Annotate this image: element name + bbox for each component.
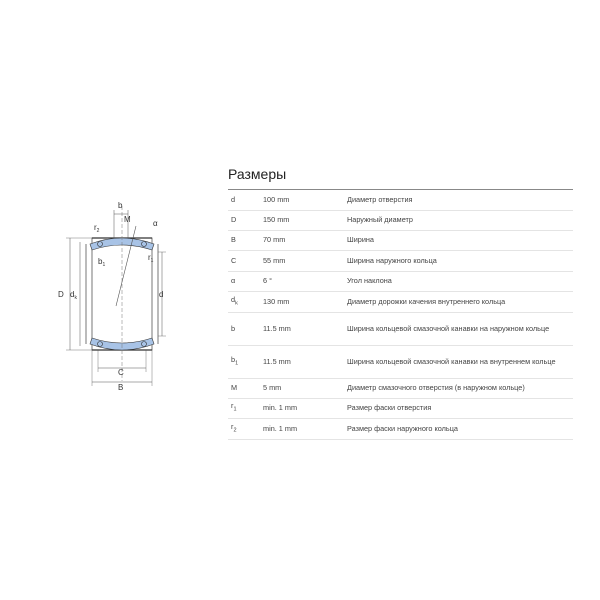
label-dk: $d_k$ bbox=[70, 290, 77, 301]
bearing-drawing bbox=[52, 196, 172, 396]
dimension-description: Ширина bbox=[347, 230, 573, 250]
dimension-row bbox=[228, 418, 573, 439]
label-M: M bbox=[124, 215, 131, 224]
symbol-subscript: 1 bbox=[235, 360, 239, 367]
label-r1: $r_1$ bbox=[148, 253, 154, 264]
symbol-text: C bbox=[231, 255, 237, 265]
dimension-description: Ширина кольцевой смазочной канавки на наружном кольце bbox=[347, 312, 573, 345]
dimension-value: min. 1 mm bbox=[263, 418, 347, 439]
dimension-description: Угол наклона bbox=[347, 271, 573, 291]
label-b1: $b_1$ bbox=[98, 257, 106, 268]
dimension-value: 130 mm bbox=[263, 291, 347, 312]
symbol-text: r bbox=[231, 421, 234, 431]
dimensions-table-body bbox=[228, 190, 573, 439]
dimension-value: 6 ° bbox=[263, 271, 347, 291]
dimension-symbol bbox=[228, 345, 263, 378]
dimension-row bbox=[228, 210, 573, 230]
dimension-description: Диаметр смазочного отверстия (в наружном кольце) bbox=[347, 378, 573, 398]
dimension-row bbox=[228, 230, 573, 250]
dimension-symbol bbox=[228, 398, 263, 418]
dimension-symbol bbox=[228, 378, 263, 398]
dimension-description: Диаметр дорожки качения внутреннего кольца bbox=[347, 291, 573, 312]
dimension-symbol bbox=[228, 230, 263, 250]
dimension-symbol bbox=[228, 312, 263, 345]
symbol-text: b bbox=[231, 354, 236, 364]
symbol-subscript: 1 bbox=[233, 406, 237, 413]
label-d: d bbox=[159, 290, 164, 299]
dimensions-section bbox=[228, 160, 573, 440]
symbol-text: M bbox=[231, 383, 238, 392]
dimension-description: Ширина кольцевой смазочной канавки на внутреннем кольце bbox=[347, 345, 573, 378]
dimension-row bbox=[228, 291, 573, 312]
label-b: b bbox=[118, 201, 123, 210]
dimension-symbol bbox=[228, 291, 263, 312]
dimension-description: Размер фаски отверстия bbox=[347, 398, 573, 418]
bearing-cross-section bbox=[52, 196, 172, 396]
symbol-subscript: k bbox=[235, 300, 238, 307]
symbol-text: B bbox=[231, 235, 236, 244]
dimension-description: Ширина наружного кольца bbox=[347, 250, 573, 271]
dimension-row bbox=[228, 398, 573, 418]
dimension-value: 11.5 mm bbox=[263, 345, 347, 378]
symbol-text: b bbox=[231, 323, 236, 333]
dimension-symbol bbox=[228, 250, 263, 271]
dimension-row bbox=[228, 271, 573, 291]
dimension-value: 5 mm bbox=[263, 378, 347, 398]
dimension-row bbox=[228, 190, 573, 210]
dimension-value: min. 1 mm bbox=[263, 398, 347, 418]
symbol-text: D bbox=[231, 215, 237, 224]
dimension-symbol bbox=[228, 271, 263, 291]
dimension-row bbox=[228, 345, 573, 378]
label-B: B bbox=[118, 383, 124, 392]
dimension-symbol bbox=[228, 210, 263, 230]
dimension-value: 70 mm bbox=[263, 230, 347, 250]
dimension-row bbox=[228, 312, 573, 345]
dimension-description: Наружный диаметр bbox=[347, 210, 573, 230]
symbol-text: α bbox=[231, 276, 236, 285]
dimension-row bbox=[228, 378, 573, 398]
symbol-text: d bbox=[231, 294, 236, 304]
symbol-text: r bbox=[231, 401, 234, 411]
dimensions-table bbox=[228, 190, 573, 440]
dimensions-title: Размеры bbox=[228, 166, 573, 190]
dimension-symbol bbox=[228, 418, 263, 439]
symbol-text: d bbox=[231, 194, 236, 204]
dimension-description: Диаметр отверстия bbox=[347, 190, 573, 210]
dimension-value: 11.5 mm bbox=[263, 312, 347, 345]
dimension-value: 150 mm bbox=[263, 210, 347, 230]
label-alpha: α bbox=[153, 219, 158, 228]
dimension-description: Размер фаски наружного кольца bbox=[347, 418, 573, 439]
label-C: C bbox=[118, 368, 124, 377]
dimension-row bbox=[228, 250, 573, 271]
symbol-subscript: 2 bbox=[233, 427, 237, 434]
dimension-symbol bbox=[228, 190, 263, 210]
label-D: D bbox=[58, 290, 64, 299]
dimension-value: 55 mm bbox=[263, 250, 347, 271]
label-r2: $r_2$ bbox=[94, 223, 100, 234]
dimension-value: 100 mm bbox=[263, 190, 347, 210]
